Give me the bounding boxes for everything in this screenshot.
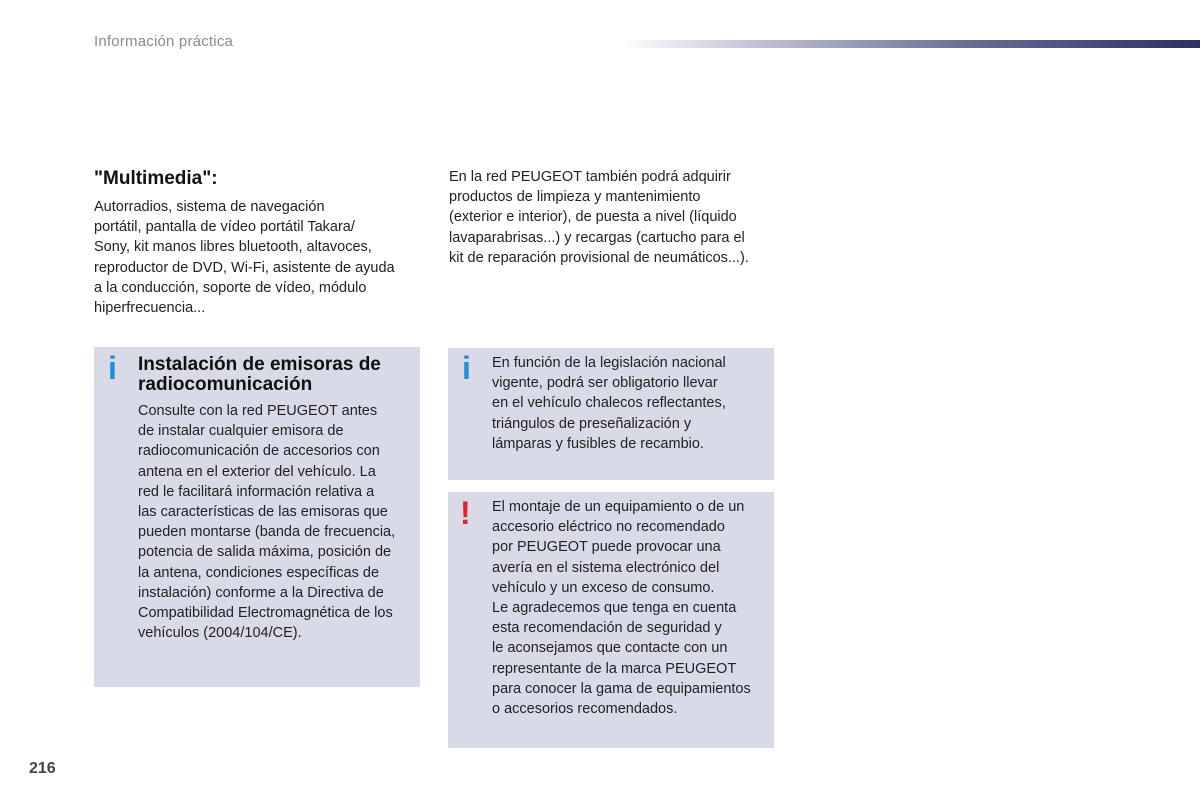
legislation-info-text: En función de la legislación nacional vigente, podrá ser obligatorio llevar en el vehículo chalecos reflectantes, triángulos de preseñalización y lámparas y fusibles de recambio.: [492, 355, 726, 452]
network-section: [449, 167, 779, 268]
radio-info-text: Consulte con la red PEUGEOT antes de instalar cualquier emisora de radiocomunicación de accesorios con antena en el exterior del vehículo. La red le facilitará información relativa a las características de las emisoras que pueden montarse (banda de frecuencia, potencia de salida máxima, posición de la antena, condiciones específicas de instalación) conforme a la Directiva de Compatibilidad Electromagnética de los vehículos (2004/104/CE).: [138, 403, 396, 642]
radio-info-content: [138, 355, 418, 643]
page-number: 216: [29, 760, 56, 777]
info-icon: i: [108, 350, 117, 386]
legislation-info-box: [448, 348, 774, 480]
legislation-info-content: [492, 353, 772, 454]
warning-text: El montaje de un equipamiento o de un accesorio eléctrico no recomendado por PEUGEOT puede provocar una avería en el sistema electrónico del vehículo y un exceso de consumo. Le agradecemos que tenga en cuenta esta recomendación de seguridad y le aconsejamos que contacte con un representante de la marca PEUGEOT para conocer la gama de equipamientos o accesorios recomendados.: [492, 499, 751, 718]
radio-info-box: [94, 347, 420, 687]
info-icon: i: [462, 350, 471, 386]
network-text: En la red PEUGEOT también podrá adquirir productos de limpieza y mantenimiento (exterior e interior), de puesta a nivel (líquido lavaparabrisas...) y recargas (cartucho para el kit de reparación provisional de neumáticos...).: [449, 169, 749, 266]
radio-info-title: Instalación de emisoras de radiocomunicación: [138, 354, 381, 395]
warning-box: [448, 492, 774, 748]
section-title: Información práctica: [94, 33, 234, 50]
warning-content: [492, 497, 772, 719]
multimedia-text: Autorradios, sistema de navegación portátil, pantalla de vídeo portátil Takara/ Sony, kit manos libres bluetooth, altavoces, reproductor de DVD, Wi-Fi, asistente de ayuda a la conducción, soporte de vídeo, módulo hiperfrecuencia...: [94, 199, 395, 317]
warning-icon: !: [460, 495, 471, 531]
multimedia-section: [94, 168, 424, 318]
multimedia-heading: "Multimedia":: [94, 168, 218, 189]
header-gradient-bar: [622, 40, 1200, 48]
